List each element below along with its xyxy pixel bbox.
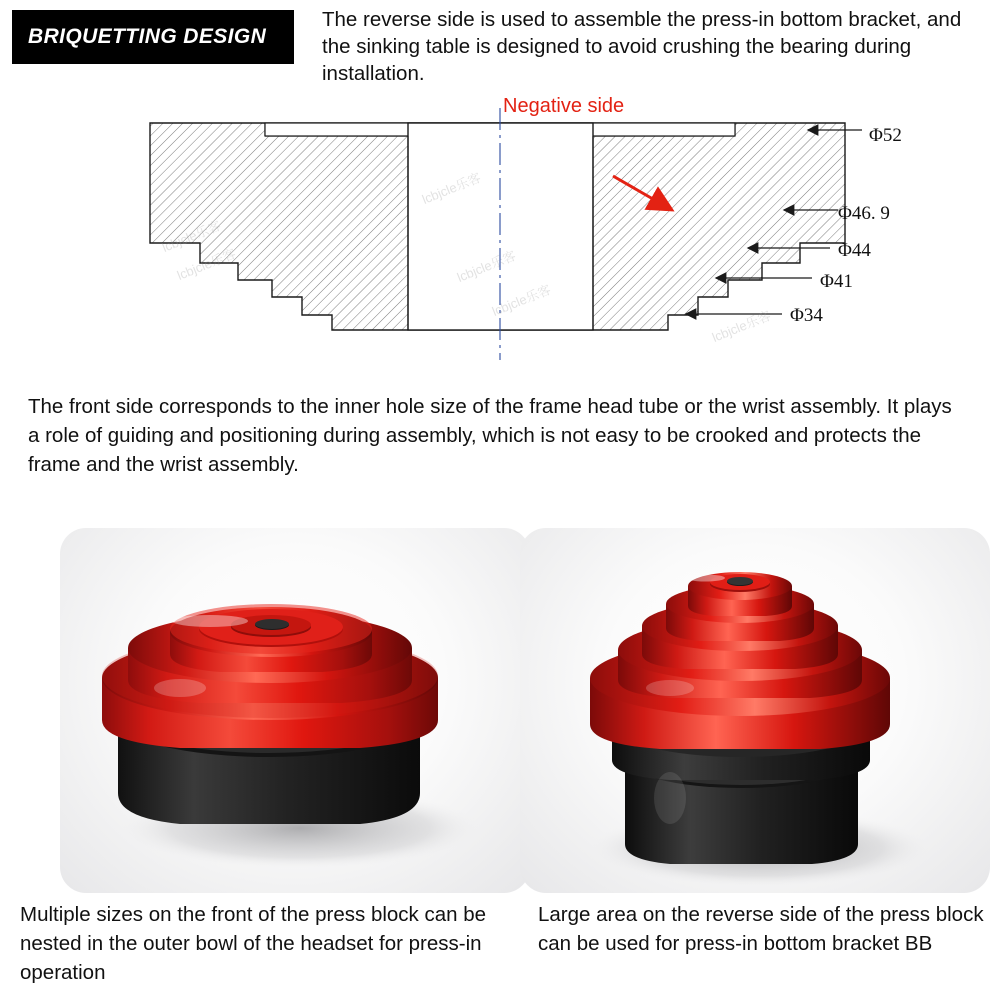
watermark: lcbjcle乐客 — [454, 247, 519, 286]
press-block-reverse-illustration — [520, 528, 990, 893]
watermark: lcbjcle乐客 — [489, 281, 554, 320]
press-block-front-illustration — [60, 528, 530, 893]
watermark: lcbjcle乐客 — [709, 307, 774, 346]
watermark: lcbjcle乐客 — [159, 217, 224, 256]
photo-reverse-view — [520, 528, 990, 893]
dimension-label-34: Φ34 — [790, 305, 823, 326]
dimension-label-44: Φ44 — [838, 240, 871, 261]
front-side-description: The front side corresponds to the inner hole size of the frame head tube or the wrist assembly. It plays a role of guiding and positioning during assembly, which is not easy to be crooked and protects the frame and the wrist assembly. — [28, 395, 952, 476]
dimension-label-46-9: Φ46. 9 — [838, 203, 890, 224]
briquetting-design-badge: BRIQUETTING DESIGN — [12, 10, 294, 64]
reverse-side-description: The reverse side is used to assemble the press-in bottom bracket, and the sinking table is designed to avoid crushing the bearing during installation. — [322, 8, 962, 85]
cross-section-drawing — [0, 78, 1000, 388]
dimension-label-41: Φ41 — [820, 271, 853, 292]
photo-front-view — [60, 528, 530, 893]
dimension-label-52: Φ52 — [869, 125, 902, 146]
watermark: lcbjcle乐客 — [419, 169, 484, 208]
caption-reverse: Large area on the reverse side of the press block can be used for press-in bottom bracket BB — [538, 903, 984, 955]
watermark: lcbjcle乐客 — [174, 245, 239, 284]
cross-section-svg — [0, 78, 1000, 388]
caption-front: Multiple sizes on the front of the press block can be nested in the outer bowl of the headset for press-in operation — [20, 903, 487, 984]
photo-section — [0, 528, 1000, 1000]
negative-side-label: Negative side — [503, 95, 625, 117]
